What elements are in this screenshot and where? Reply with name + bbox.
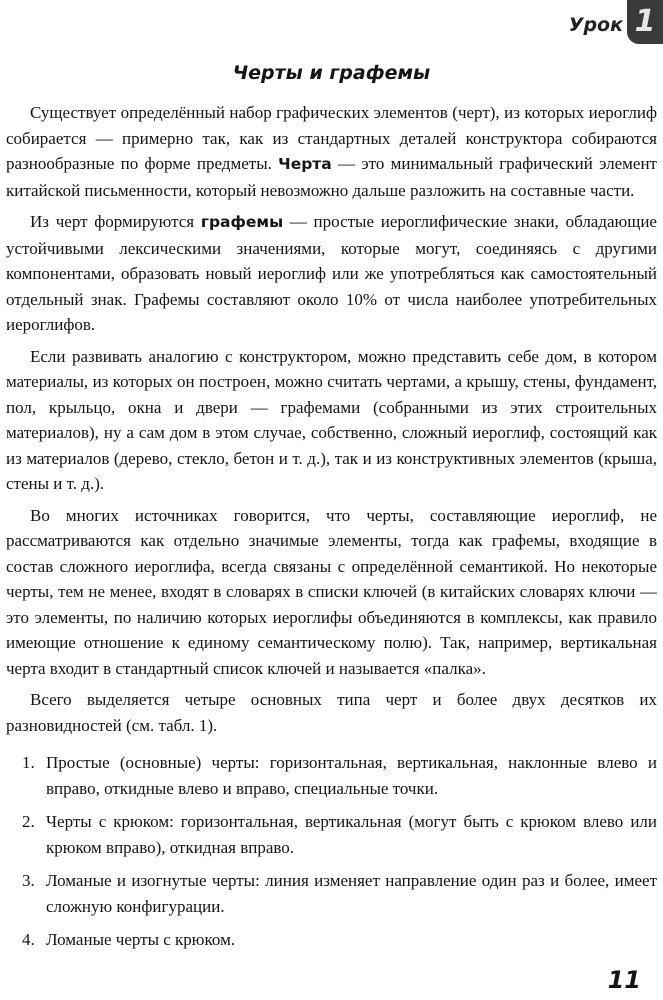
page-number: 11 <box>607 966 641 994</box>
paragraph-analogy: Если развивать аналогию с конструктором, можно представить себе дом, в котором материалы, из которых он построен, можно считать чертами, а крышу, стены, фундамент, пол, крыльцо, окна и двери — графемами (собранными из этих строительных материалов), ну а сам дом в этом случае, собственно, сложный иероглиф, состоящий как из материалов (дерево, стекло, бетон и т. д.), так и из конструктивных элементов (крыша, стены и т. д.). <box>6 346 657 493</box>
paragraph-graphemes: Из черт формируются графемы — простые иероглифические знаки, обладающие устойчивыми лексическими значениями, которые могут, соединяясь с другими компонентами, образовать новый иероглиф или же употребляться как самостоятельный отдельный знак. Графемы составляют около 10% от числа наиболее употребительных иероглифов. <box>6 212 657 334</box>
paragraph-sources: Во многих источниках говорится, что черты, составляющие иероглиф, не рассматриваются как отдельно значимые элементы, тогда как графемы, входящие в состав сложного иероглифа, всегда связаны с определённой семантикой. Но некоторые черты, тем не менее, входят в словарях в списки ключей (в китайских словарях ключи — это элементы, по наличию которых иероглифы объединяются в комплексы, как правило имеющие отношение к единому семантическому полю). Так, например, вертикальная черта входит в стандартный список ключей и называется «палка». <box>6 505 657 678</box>
section-title: Черты и графемы <box>232 62 431 84</box>
list-item: 1. Простые (основные) черты: горизонтальная, вертикальная, наклонные влево и вправо, откидные влево и вправо, специальные точки. <box>22 753 657 798</box>
body-text <box>6 100 657 961</box>
term-stroke: Черта <box>278 155 332 173</box>
lesson-header <box>543 0 663 50</box>
term-grapheme: графемы <box>200 213 284 231</box>
list-item: 2. Черты с крюком: горизонтальная, вертикальная (могут быть с крюком влево или крюком вправо), откидная вправо. <box>22 812 657 857</box>
lesson-label: Урок <box>568 14 623 36</box>
list-item: 3. Ломаные и изогнутые черты: линия изменяет направление один раз и более, имеет сложную конфигурации. <box>22 871 657 916</box>
stroke-types-list <box>6 750 657 953</box>
lesson-number-tab <box>627 0 663 44</box>
paragraph-types-intro: Всего выделяется четыре основных типа черт и более двух десятков их разновидностей (см. табл. 1). <box>6 690 657 735</box>
paragraph-strokes: Существует определённый набор графических элементов (черт), из которых иероглиф собирается — примерно так, как из стандартных деталей конструктора собираются разнообразные по форме предметы. Черта — это минимальный графический элемент китайской письменности, который невозможно дальше разложить на составные части. <box>6 103 657 200</box>
lesson-number: 1 <box>634 3 656 39</box>
list-item: 4. Ломаные черты с крюком. <box>22 930 236 949</box>
